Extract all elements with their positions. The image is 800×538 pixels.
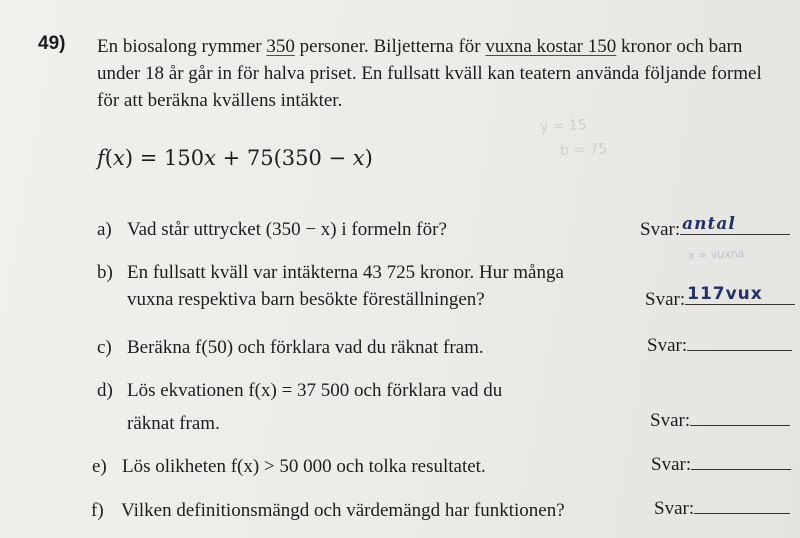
subquestion-b	[97, 262, 564, 284]
answer-label: Svar:	[645, 289, 686, 310]
subquestion-d-line-2: räknat fram.	[127, 413, 220, 434]
show-through-marks: b = 75	[559, 141, 608, 159]
answer-line[interactable]	[690, 411, 790, 426]
subquestion-text: Beräkna f(50) och förklara vad du räknat fram.	[127, 337, 484, 358]
subquestion-letter: d)	[97, 380, 113, 401]
intro-line-1	[97, 33, 800, 60]
subquestion-letter: a)	[97, 219, 112, 240]
intro-text: personer. Biljetterna för	[294, 36, 486, 57]
answer-label: Svar:	[647, 335, 688, 356]
subquestion-d	[97, 380, 502, 402]
subquestion-text: Lös olikheten f(x) > 50 000 och tolka resultatet.	[122, 456, 486, 477]
handwritten-answer: 117vux	[687, 284, 763, 304]
answer-label: Svar:	[654, 498, 695, 519]
intro-text: kronor och barn	[616, 36, 743, 57]
formula-part: ) = 150	[124, 146, 205, 170]
question-number: 49)	[38, 33, 66, 54]
formula-function: f	[97, 146, 105, 170]
formula-variable: x	[204, 146, 216, 170]
question-intro	[97, 33, 800, 114]
subquestion-text: Lös ekvationen f(x) = 37 500 och förklara vad du	[127, 380, 503, 401]
answer-field-e[interactable]	[651, 454, 791, 476]
subquestion-letter: b)	[97, 262, 113, 283]
answer-field-f[interactable]	[654, 498, 790, 520]
answer-label: Svar:	[650, 410, 691, 431]
answer-field-b[interactable]	[645, 284, 795, 311]
formula-variable: x	[112, 146, 125, 170]
answer-label: Svar:	[640, 219, 681, 240]
answer-label: Svar:	[651, 454, 692, 475]
answer-field-a[interactable]	[640, 214, 790, 241]
show-through-marks: y = 15	[539, 117, 587, 135]
formula-variable: x	[352, 146, 365, 170]
subquestion-b-line-2: vuxna respektiva barn besökte föreställningen?	[127, 289, 485, 310]
formula	[97, 146, 373, 170]
intro-line-2: under 18 år går in för halva priset. En fullsatt kväll kan teatern använda följande formel	[97, 63, 762, 84]
subquestion-a	[97, 219, 447, 241]
subquestion-text: En fullsatt kväll var intäkterna 43 725 kronor. Hur många	[127, 262, 564, 283]
answer-line[interactable]	[694, 499, 790, 514]
subquestion-text: Vad står uttrycket (350 − x) i formeln för?	[127, 219, 447, 240]
answer-line[interactable]	[680, 214, 790, 235]
formula-part: + 75(350 −	[215, 146, 353, 170]
underlined-text: 350	[266, 36, 295, 57]
subquestion-f	[91, 500, 565, 522]
intro-line-3: för att beräkna kvällens intäkter.	[97, 90, 343, 111]
subquestion-letter: e)	[92, 456, 107, 477]
answer-field-d[interactable]	[650, 410, 790, 432]
answer-line[interactable]	[691, 455, 791, 470]
formula-part: )	[364, 146, 373, 170]
subquestion-letter: f)	[91, 500, 104, 521]
handwritten-answer: antal	[682, 214, 736, 234]
answer-line[interactable]	[685, 284, 795, 305]
subquestion-text: Vilken definitionsmängd och värdemängd har funktionen?	[121, 500, 565, 521]
subquestion-e	[92, 456, 486, 478]
formula-paren: (	[104, 146, 113, 170]
underlined-text: vuxna kostar 150	[485, 36, 617, 57]
answer-line[interactable]	[687, 336, 792, 351]
intro-text: En biosalong rymmer	[97, 36, 267, 57]
answer-field-c[interactable]	[647, 335, 792, 357]
faint-pencil-note: x = vuxna	[687, 247, 745, 262]
subquestion-letter: c)	[97, 337, 112, 358]
subquestion-c	[97, 337, 484, 359]
